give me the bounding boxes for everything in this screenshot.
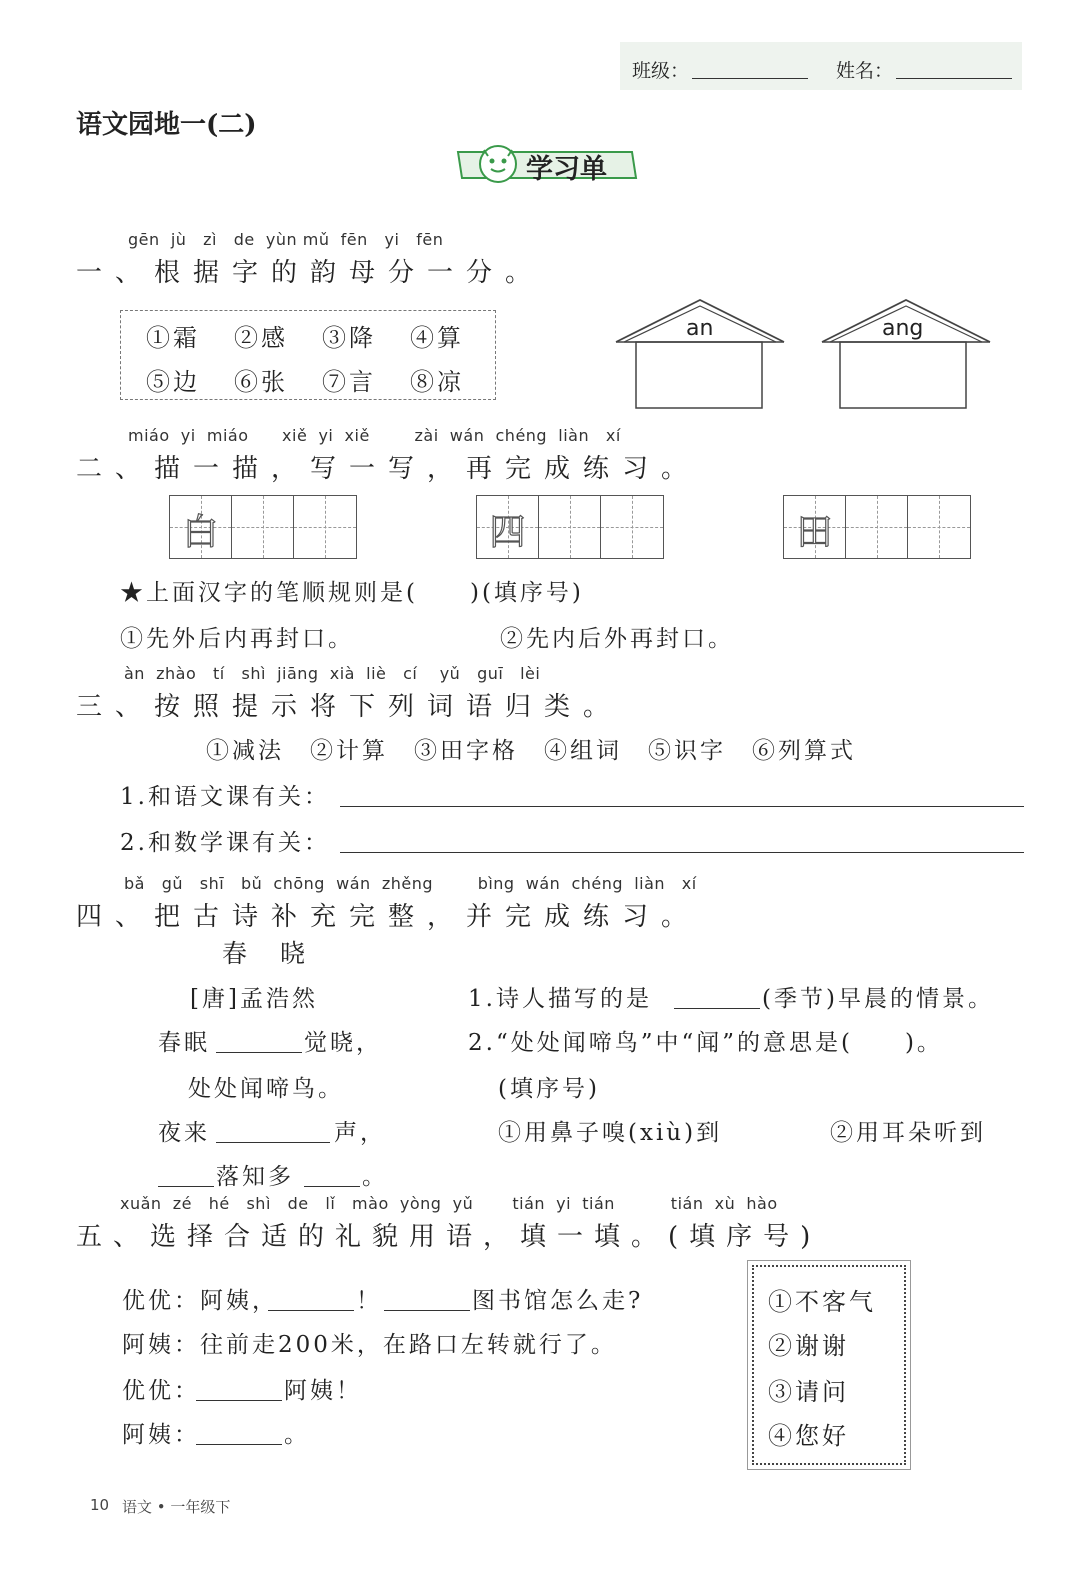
word-8: ⑧凉 (410, 368, 464, 396)
dialog-3a: 优优： (122, 1378, 200, 1404)
word-7: ⑦言 (322, 368, 376, 396)
word-6: ⑥张 (234, 368, 288, 396)
grid-cell[interactable] (294, 496, 356, 558)
q5-option-2: ②谢谢 (768, 1332, 849, 1360)
q4-sub1-b: (季节)早晨的情景。 (762, 986, 994, 1012)
poem-author: [唐]孟浩然 (190, 986, 318, 1012)
q3-word-list: ①减法 ②计算 ③田字格 ④组词 ⑤识字 ⑥列算式 (206, 738, 856, 764)
q3-heading: 三、按照提示将下列词语归类。 (76, 692, 623, 722)
grid-cell[interactable] (601, 496, 663, 558)
page-number: 10 (90, 1496, 110, 1514)
poem-blank-4[interactable] (304, 1186, 360, 1187)
word-5: ⑤边 (146, 368, 200, 396)
q3-line-1-label: 1.和语文课有关： (120, 784, 330, 810)
name-label: 姓名： (836, 60, 894, 82)
house-ang[interactable] (818, 296, 994, 412)
poem-line-4: 落知多 (216, 1164, 294, 1190)
dialog-4a: 阿姨： (122, 1422, 200, 1448)
poem-line-2: 处处闻啼鸟。 (188, 1076, 344, 1102)
page-title: 语文园地一(二) (76, 110, 257, 140)
q1-pinyin: gēn jù zì de yùn mǔ fēn yi fēn (128, 230, 444, 249)
grid-cell[interactable] (908, 496, 970, 558)
q2-heading: 二、描一描，写一写，再完成练习。 (76, 454, 701, 484)
dialog-1b: ！ (356, 1288, 382, 1314)
poem-blank-3[interactable] (158, 1186, 214, 1187)
word-2: ②感 (234, 324, 288, 352)
dialog-1a: 优优：阿姨， (122, 1288, 278, 1314)
dialog-3b: 阿姨！ (284, 1378, 362, 1404)
grid-bai[interactable] (169, 495, 357, 559)
q2-pinyin: miáo yi miáo xiě yi xiě zài wán chéng liàn xí (128, 426, 621, 445)
q4-pinyin: bǎ gǔ shī bǔ chōng wán zhěng bìng wán chéng liàn xí (124, 874, 697, 893)
q4-heading: 四、把古诗补充完整，并完成练习。 (76, 902, 701, 932)
q4-option-2: ②用耳朵听到 (830, 1120, 986, 1146)
season-blank[interactable] (674, 1008, 760, 1009)
book-name: 语文 • 一年级下 (122, 1498, 231, 1516)
q5-option-4: ④您好 (768, 1422, 849, 1450)
study-sheet-badge (452, 144, 638, 184)
badge-text: 学习单 (526, 154, 607, 185)
q3-answer-line-2[interactable] (340, 852, 1024, 853)
word-1: ①霜 (146, 324, 200, 352)
house-an[interactable] (612, 296, 788, 412)
house-an-label: an (686, 316, 714, 341)
q5-option-3: ③请问 (768, 1378, 849, 1406)
class-label: 班级： (632, 60, 690, 82)
grid-cell[interactable] (539, 496, 601, 558)
q5-pinyin: xuǎn zé hé shì de lǐ mào yòng yǔ tián yi tián tián xù hào (120, 1194, 778, 1213)
q4-sub1-a: 1.诗人描写的是 (468, 986, 652, 1012)
name-field[interactable] (896, 58, 1012, 79)
grid-cell[interactable] (477, 496, 539, 558)
dialog-blank-4[interactable] (196, 1444, 282, 1445)
grid-cell[interactable] (232, 496, 294, 558)
grid-cell[interactable] (784, 496, 846, 558)
dialog-4b: 。 (284, 1422, 310, 1448)
q5-heading: 五、选择合适的礼貌用语，填一填。(填序号) (76, 1222, 822, 1252)
trace-char: 田 (796, 512, 833, 553)
q4-sub2-hint: (填序号) (498, 1076, 600, 1102)
house-ang-label: ang (882, 316, 924, 341)
poem-line-4-end: 。 (362, 1164, 388, 1190)
poem-line-3a: 夜来 (158, 1120, 210, 1146)
dialog-blank-2[interactable] (384, 1310, 470, 1311)
q2-rule: ★上面汉字的笔顺规则是( )(填序号) (120, 580, 584, 606)
dialog-blank-3[interactable] (196, 1400, 282, 1401)
trace-char: 白 (182, 512, 219, 553)
trace-char: 四 (489, 512, 526, 553)
q3-pinyin: àn zhào tí shì jiāng xià liè cí yǔ guī lèi (124, 664, 541, 683)
poem-blank-1[interactable] (216, 1052, 302, 1053)
word-3: ③降 (322, 324, 376, 352)
q2-option-2: ②先内后外再封口。 (500, 626, 734, 652)
poem-title: 春 晓 (222, 939, 310, 968)
poem-blank-2[interactable] (216, 1142, 330, 1143)
grid-si[interactable] (476, 495, 664, 559)
class-field[interactable] (692, 58, 808, 79)
poem-line-1b: 觉晓， (304, 1030, 382, 1056)
dialog-1c: 图书馆怎么走? (472, 1288, 644, 1314)
q1-heading: 一、根据字的韵母分一分。 (76, 258, 545, 288)
q5-option-1: ①不客气 (768, 1288, 876, 1316)
dialog-2: 阿姨：往前走200米，在路口左转就行了。 (122, 1332, 617, 1358)
grid-tian[interactable] (783, 495, 971, 559)
grid-cell[interactable] (846, 496, 908, 558)
q4-option-1: ①用鼻子嗅(xiù)到 (498, 1120, 723, 1146)
poem-line-3b: 声， (334, 1120, 386, 1146)
word-4: ④算 (410, 324, 464, 352)
poem-line-1a: 春眠 (158, 1030, 210, 1056)
q3-line-2-label: 2.和数学课有关： (120, 830, 330, 856)
dialog-blank-1[interactable] (268, 1310, 354, 1311)
q4-sub2: 2.“处处闻啼鸟”中“闻”的意思是( )。 (468, 1030, 943, 1056)
grid-cell[interactable] (170, 496, 232, 558)
q3-answer-line-1[interactable] (340, 806, 1024, 807)
q2-option-1: ①先外后内再封口。 (120, 626, 354, 652)
